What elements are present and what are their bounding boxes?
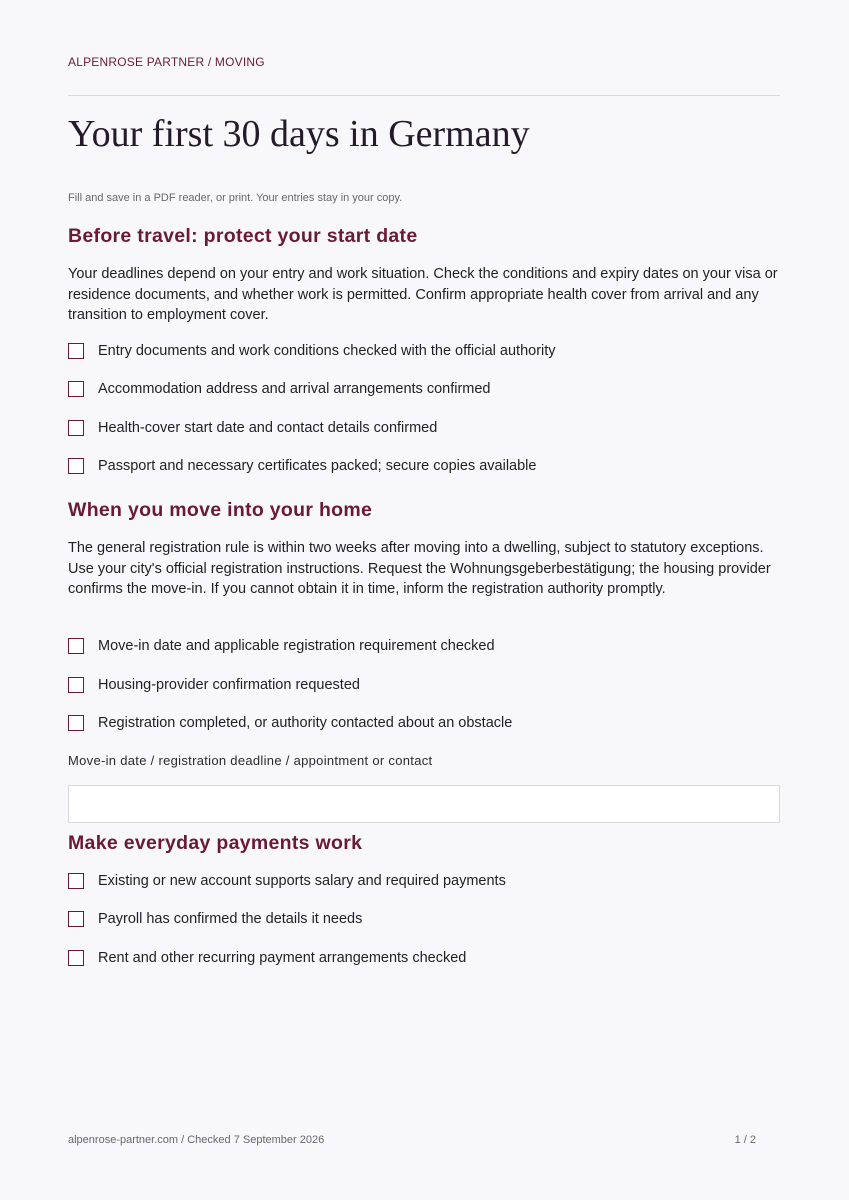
checklist-item-label: Housing-provider confirmation requested [98, 677, 360, 693]
checkbox[interactable] [68, 638, 84, 654]
checklist-item[interactable] [68, 871, 506, 891]
section-heading-move-in: When you move into your home [68, 499, 373, 521]
checklist-item[interactable] [68, 341, 556, 361]
checklist-item-label: Existing or new account supports salary and required payments [98, 873, 506, 889]
checklist-item-label: Rent and other recurring payment arrangements checked [98, 950, 467, 966]
checklist-item-label: Registration completed, or authority contacted about an obstacle [98, 715, 513, 731]
checklist-item[interactable] [68, 418, 437, 438]
checkbox[interactable] [68, 458, 84, 474]
checklist-item-label: Health-cover start date and contact details confirmed [98, 420, 438, 436]
checklist-item-label: Accommodation address and arrival arrangements confirmed [98, 381, 491, 397]
page-subtitle: Fill and save in a PDF reader, or print. Your entries stay in your copy. [68, 192, 403, 204]
checklist-item[interactable] [68, 909, 362, 929]
checkbox[interactable] [68, 420, 84, 436]
checkbox[interactable] [68, 911, 84, 927]
checklist-item[interactable] [68, 456, 536, 476]
move-in-details-input[interactable] [68, 785, 780, 823]
checkbox[interactable] [68, 715, 84, 731]
brand-label: ALPENROSE PARTNER / MOVING [68, 55, 265, 69]
checklist-item[interactable] [68, 948, 466, 968]
section-paragraph-before-travel: Your deadlines depend on your entry and work situation. Check the conditions and expiry dates on your visa or residence documents, and whether work is permitted. Confirm appropriate health cover from arrival and any transition to employment cover. [68, 266, 778, 323]
checkbox[interactable] [68, 381, 84, 397]
section-paragraph-move-in: The general registration rule is within two weeks after moving into a dwelling, subject to statutory exceptions. Use your city's official registration instructions. Request the Wohnungsgeberbestätigung; the housing provider confirms the move-in. If you cannot obtain it in time, inform the registration authority promptly. [68, 540, 771, 597]
checkbox[interactable] [68, 950, 84, 966]
checklist-item-label: Payroll has confirmed the details it needs [98, 911, 363, 927]
page-number: 1 / 2 [734, 1134, 756, 1146]
page-title: Your first 30 days in Germany [68, 113, 530, 155]
checkbox[interactable] [68, 343, 84, 359]
checklist-item[interactable] [68, 379, 491, 399]
header-divider [68, 95, 780, 96]
checklist-item[interactable] [68, 713, 512, 733]
checklist-item[interactable] [68, 675, 360, 695]
checklist-item[interactable] [68, 636, 495, 656]
move-in-field-label: Move-in date / registration deadline / appointment or contact [68, 753, 433, 768]
document-page [68, 0, 780, 1200]
checklist-item-label: Move-in date and applicable registration requirement checked [98, 638, 495, 654]
checkbox[interactable] [68, 873, 84, 889]
checklist-item-label: Entry documents and work conditions checked with the official authority [98, 343, 556, 359]
footer-source: alpenrose-partner.com / Checked 7 September 2026 [68, 1134, 325, 1146]
section-heading-payments: Make everyday payments work [68, 832, 363, 854]
checkbox[interactable] [68, 677, 84, 693]
section-heading-before-travel: Before travel: protect your start date [68, 225, 418, 247]
checklist-item-label: Passport and necessary certificates packed; secure copies available [98, 458, 537, 474]
